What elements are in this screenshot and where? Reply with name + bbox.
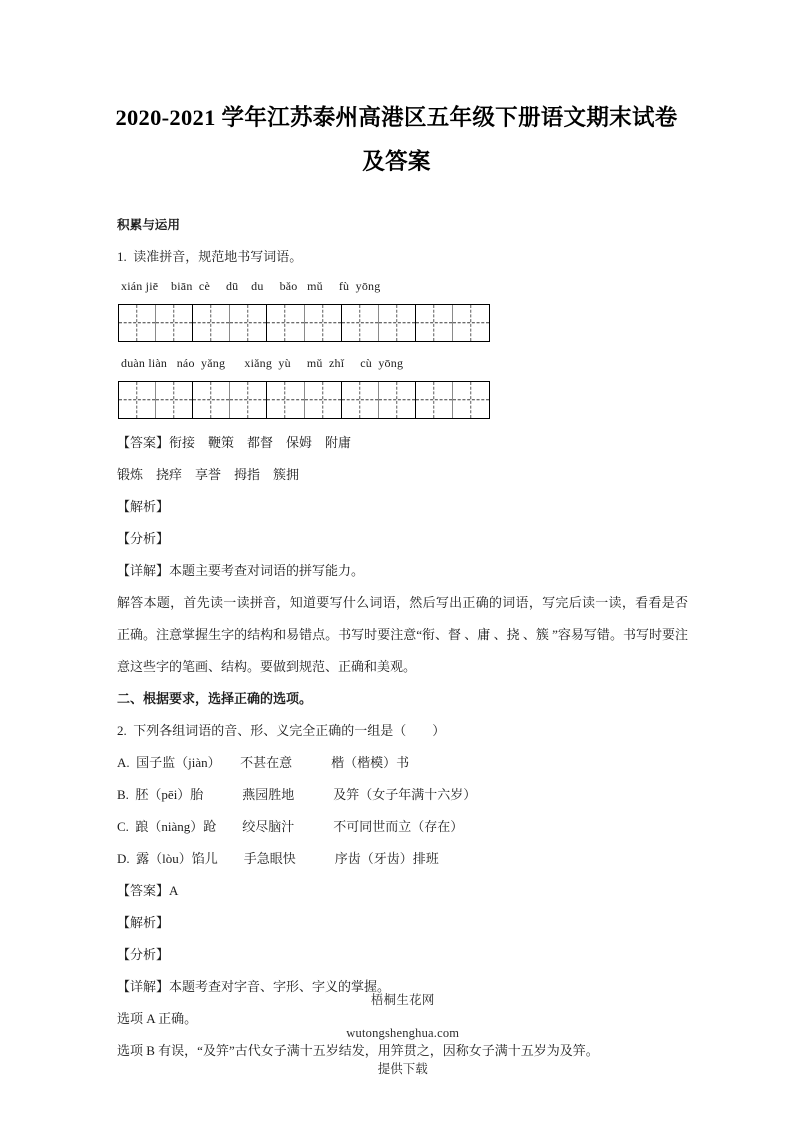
- grid-group: [119, 382, 193, 418]
- grid-cell[interactable]: [379, 382, 415, 418]
- grid-cell[interactable]: [416, 382, 453, 418]
- grid-cell[interactable]: [305, 305, 341, 341]
- grid-cell[interactable]: [342, 305, 379, 341]
- grid-cell[interactable]: [379, 305, 415, 341]
- section-heading-part1: 积累与运用: [117, 218, 180, 232]
- grid-cell[interactable]: [342, 382, 379, 418]
- grid-cell[interactable]: [193, 382, 230, 418]
- grid-cell[interactable]: [156, 382, 192, 418]
- question-1-answer-line-1: 【答案】衔接 鞭策 都督 保姆 附庸: [117, 435, 352, 450]
- grid-cell[interactable]: [267, 382, 304, 418]
- question-1-pinyin-row-1: xián jiē biān cè dū du bǎo mǔ fù yōng: [121, 279, 381, 293]
- grid-cell[interactable]: [267, 305, 304, 341]
- writing-grid-1[interactable]: [118, 304, 490, 342]
- question-2-option-d[interactable]: D. 露（lòu）馅儿 手急眼快 序齿（牙齿）排班: [117, 851, 439, 866]
- grid-group: [193, 305, 267, 341]
- grid-cell[interactable]: [305, 382, 341, 418]
- grid-group: [267, 382, 341, 418]
- grid-cell[interactable]: [156, 305, 192, 341]
- grid-group: [119, 305, 193, 341]
- page-footer: [0, 975, 793, 1092]
- grid-group: [342, 305, 416, 341]
- question-1-pinyin-row-2: duàn liàn náo yǎng xiǎng yù mǔ zhǐ cù yōng: [121, 356, 404, 370]
- question-2-option-a[interactable]: A. 国子监（jiàn） 不甚在意 楷（楷模）书: [117, 755, 410, 770]
- grid-group: [342, 382, 416, 418]
- grid-cell[interactable]: [230, 305, 266, 341]
- question-2-option-c[interactable]: C. 踉（niàng）跄 绞尽脑汁 不可同世而立（存在）: [117, 819, 464, 834]
- section-heading-part2: 二、根据要求，选择正确的选项。: [117, 691, 313, 706]
- footer-spacer-1: [390, 1011, 415, 1025]
- footer-url[interactable]: wutongshenghua.com: [346, 1026, 460, 1040]
- grid-cell[interactable]: [416, 305, 453, 341]
- grid-cell[interactable]: [193, 305, 230, 341]
- question-2-detail-line-2: 选项 A 正确。: [117, 1011, 198, 1026]
- question-2-stem: 2. 下列各组词语的音、形、义完全正确的一组是（ ）: [117, 723, 446, 738]
- question-2-option-b[interactable]: B. 胚（pēi）胎 燕园胜地 及笄（女子年满十六岁）: [117, 787, 477, 802]
- question-2-breakdown-label: 【分析】: [117, 947, 170, 962]
- writing-grid-2-wrapper: [118, 381, 688, 419]
- grid-group: [193, 382, 267, 418]
- question-1-detail-line-2: 解答本题，首先读一读拼音，知道要写什么词语，然后写出正确的词语，写完后读一读，看看是否正确。注意掌握生字的结构和易错点。书写时要注意“衔、督 、庸 、挠 、簇 ”容易写错。书写时要注意这些字的笔画、结构。要做到规范、正确和美观。: [117, 595, 688, 674]
- question-1-answer-line-2: 锻炼 挠痒 享誉 拇指 簇拥: [117, 467, 300, 482]
- footer-site-name: 梧桐生花网: [370, 993, 435, 1007]
- question-2-answer: 【答案】A: [117, 883, 179, 898]
- question-1-analysis-label: 【解析】: [117, 499, 170, 514]
- grid-group: [416, 305, 489, 341]
- document-body: [117, 184, 688, 1067]
- grid-cell[interactable]: [453, 305, 489, 341]
- question-2-detail-line-3: 选项 B 有误，“及笄”古代女子满十五岁结发，用笄贯之，因称女子满十五岁为及笄。: [117, 1043, 599, 1058]
- grid-cell[interactable]: [119, 305, 156, 341]
- page-title: 2020-2021 学年江苏泰州高港区五年级下册语文期末试卷及答案: [115, 105, 678, 174]
- question-1-breakdown-label: 【分析】: [117, 531, 170, 546]
- question-1-stem: 1. 读准拼音，规范地书写词语。: [117, 249, 303, 264]
- question-1-detail-line-1: 【详解】本题主要考查对词语的拼写能力。: [117, 563, 365, 578]
- grid-cell[interactable]: [230, 382, 266, 418]
- grid-group: [416, 382, 489, 418]
- footer-spacer-2: [390, 1044, 415, 1058]
- grid-group: [267, 305, 341, 341]
- grid-cell[interactable]: [453, 382, 489, 418]
- question-2-detail-line-1: 【详解】本题考查对字音、字形、字义的掌握。: [117, 979, 391, 994]
- writing-grid-2[interactable]: [118, 381, 490, 419]
- writing-grid-1-wrapper: [118, 304, 688, 342]
- question-2-analysis-label: 【解析】: [117, 915, 170, 930]
- grid-cell[interactable]: [119, 382, 156, 418]
- footer-note: 提供下载: [377, 1062, 428, 1076]
